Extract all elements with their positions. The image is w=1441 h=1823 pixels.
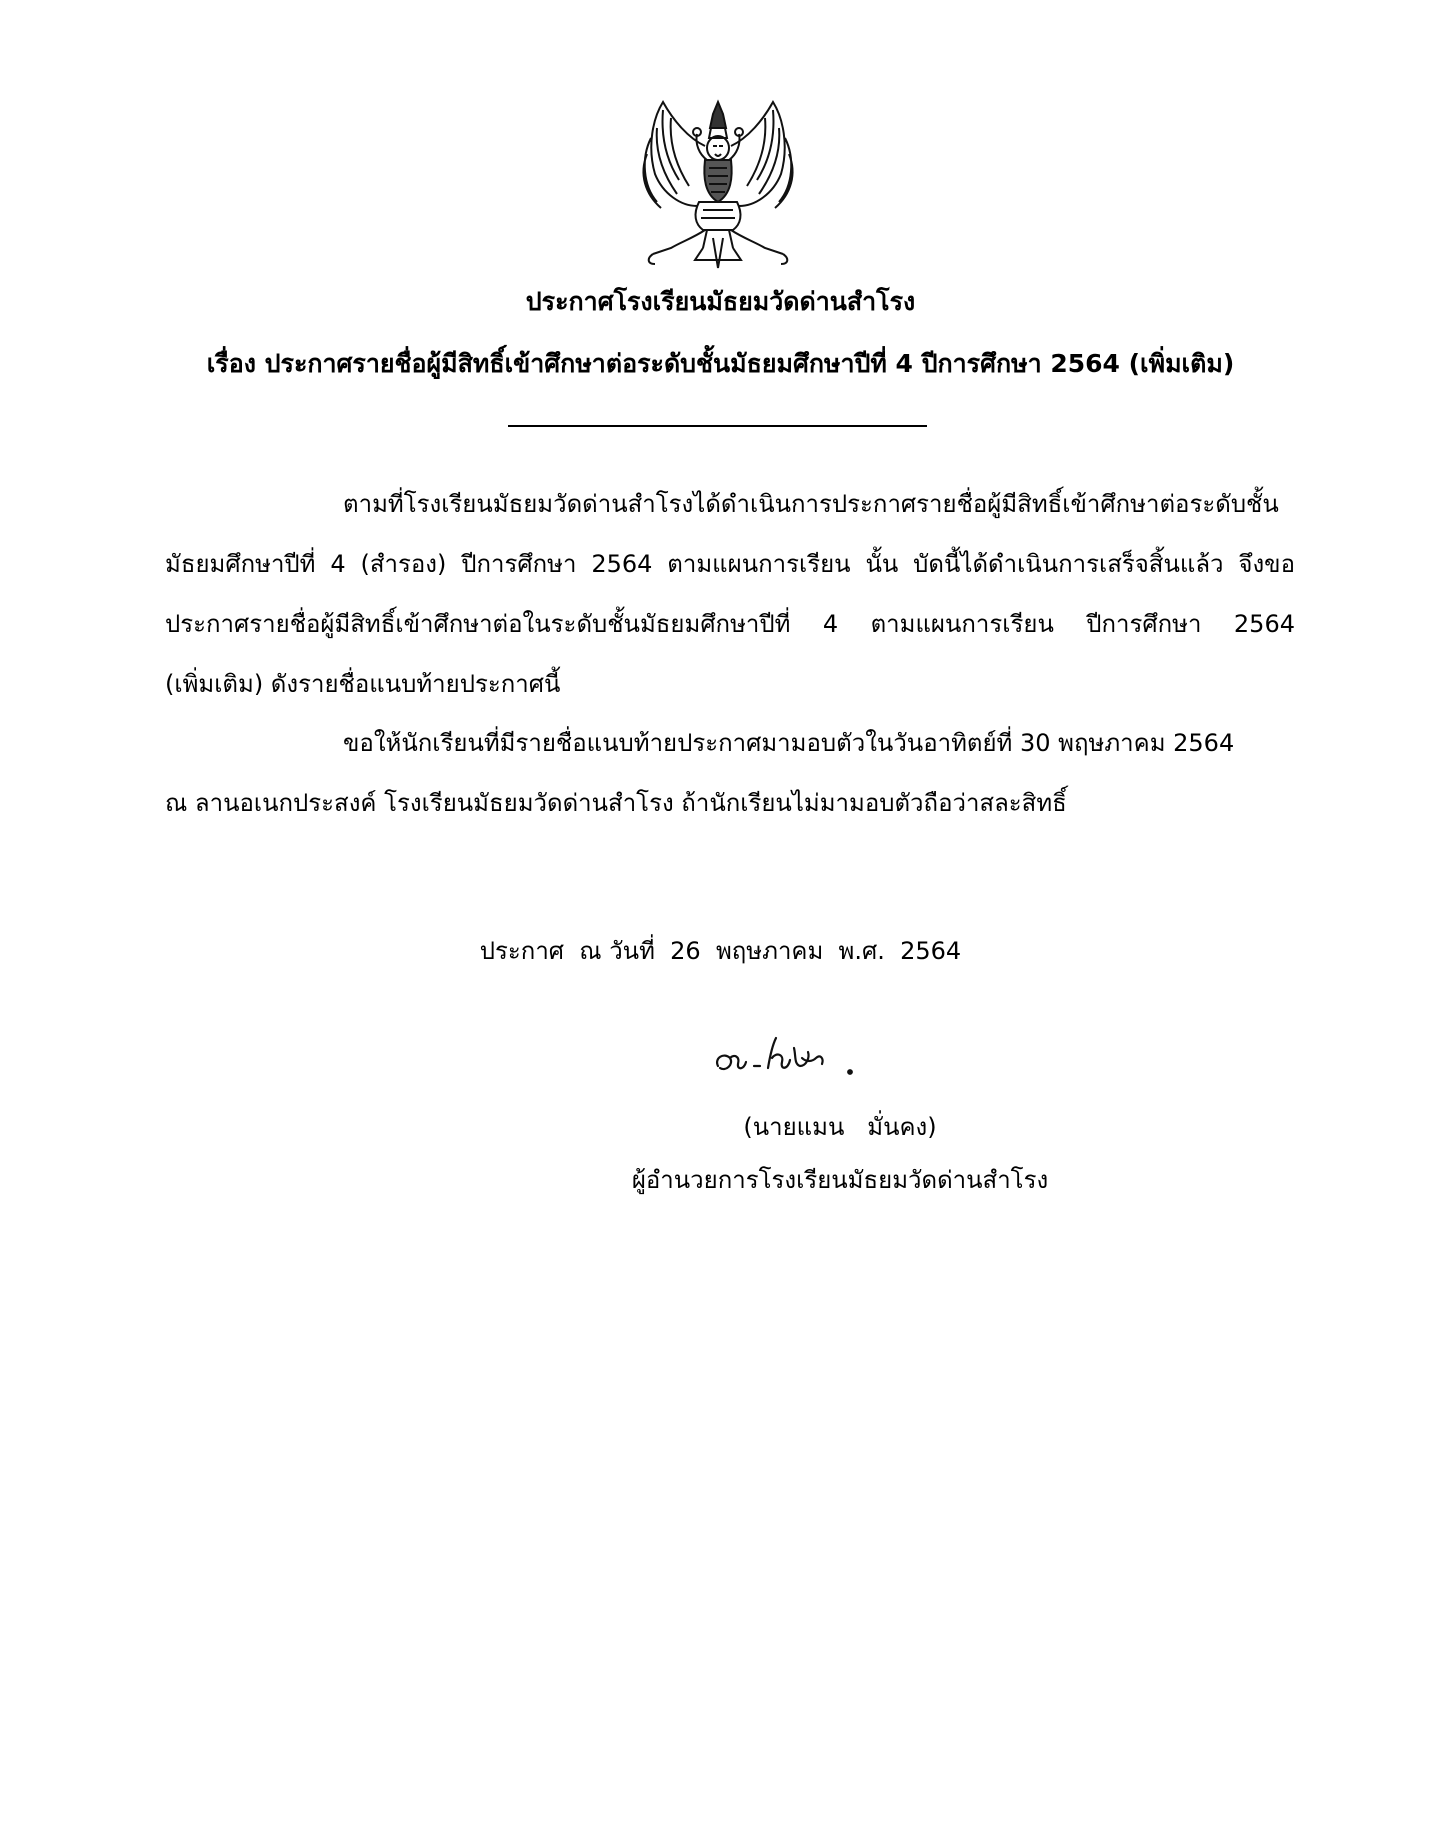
paragraph-1-line-1: ตามที่โรงเรียนมัธยมวัดด่านสำโรงได้ดำเนินการประกาศรายชื่อผู้มีสิทธิ์เข้าศึกษาต่อระดับชั้น	[343, 490, 1279, 518]
garuda-emblem-icon	[633, 98, 803, 270]
announcement-date: ประกาศ ณ วันที่ 26 พฤษภาคม พ.ศ. 2564	[479, 937, 962, 965]
title-divider	[508, 425, 927, 427]
paragraph-2-line-1: ขอให้นักเรียนที่มีรายชื่อแนบท้ายประกาศมามอบตัวในวันอาทิตย์ที่ 30 พฤษภาคม 2564	[343, 729, 1235, 757]
handwritten-signature-icon	[710, 1028, 870, 1088]
paragraph-2-line-2: ณ ลานอเนกประสงค์ โรงเรียนมัธยมวัดด่านสำโรง ถ้านักเรียนไม่มามอบตัวถือว่าสละสิทธิ์	[165, 789, 1067, 817]
paragraph-1-line-3: ประกาศรายชื่อผู้มีสิทธิ์เข้าศึกษาต่อในระดับชั้นมัธยมศึกษาปีที่ 4 ตามแผนการเรียน ปีการศึกษา 2564	[165, 610, 1295, 638]
announcement-subject: เรื่อง ประกาศรายชื่อผู้มีสิทธิ์เข้าศึกษาต่อระดับชั้นมัธยมศึกษาปีที่ 4 ปีการศึกษา 2564 (เพิ่มเติม)	[206, 349, 1235, 378]
signer-position: ผู้อำนวยการโรงเรียนมัธยมวัดด่านสำโรง	[631, 1166, 1049, 1194]
paragraph-1-line-4: (เพิ่มเติม) ดังรายชื่อแนบท้ายประกาศนี้	[165, 670, 561, 698]
paragraph-1-line-2: มัธยมศึกษาปีที่ 4 (สำรอง) ปีการศึกษา 2564 ตามแผนการเรียน นั้น บัดนี้ได้ดำเนินการเสร็จสิ้นแล้ว จึงขอ	[165, 550, 1295, 578]
signer-name: (นายแมน มั่นคง)	[743, 1113, 937, 1141]
announcement-title: ประกาศโรงเรียนมัธยมวัดด่านสำโรง	[525, 287, 916, 316]
